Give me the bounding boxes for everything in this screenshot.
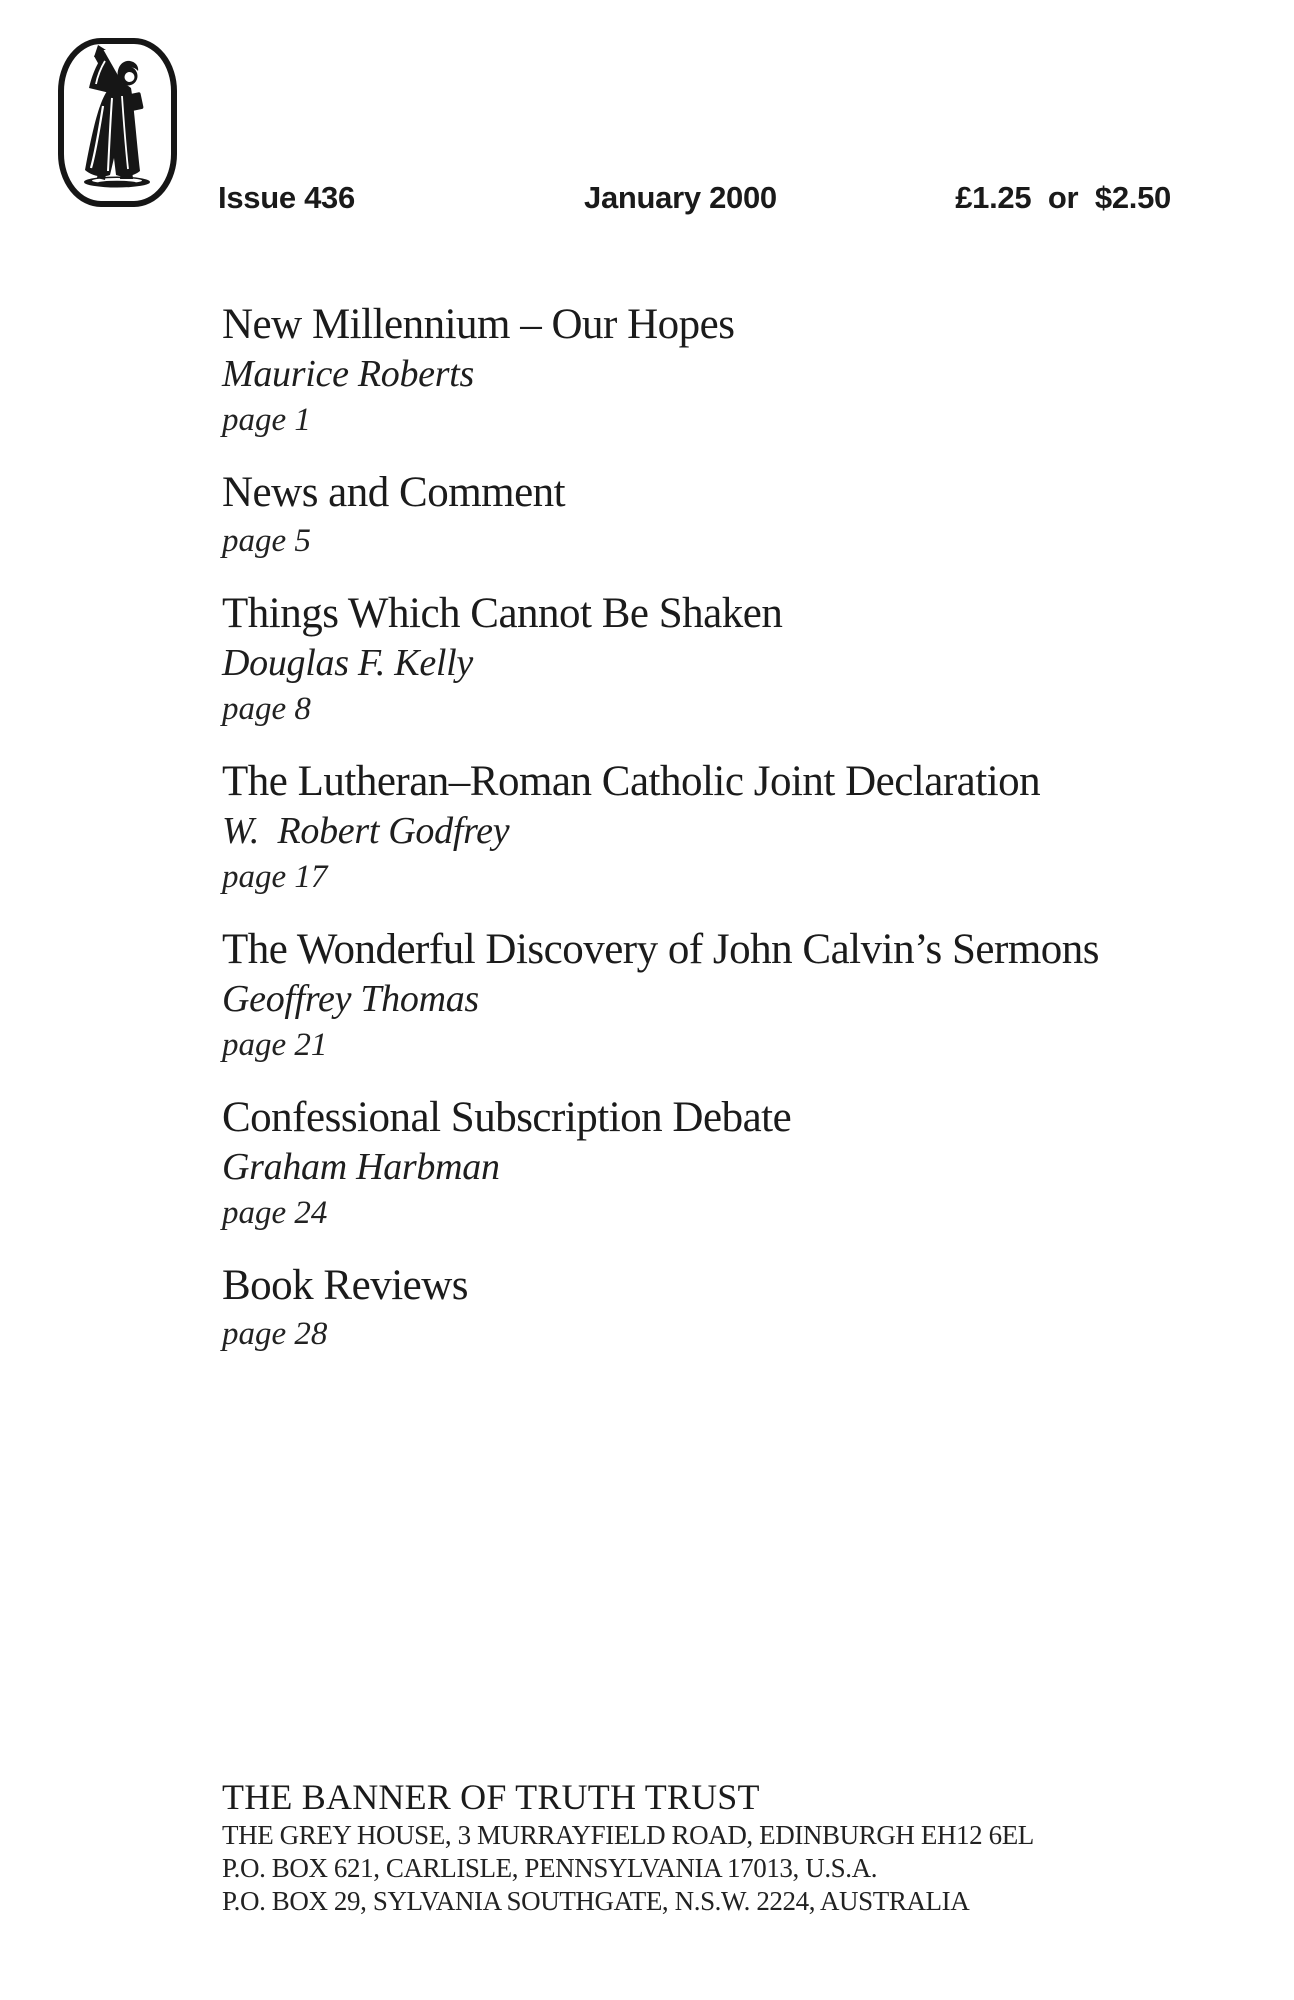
issue-date: January 2000 [584,180,777,215]
article-title: The Wonderful Discovery of John Calvin’s Sermons [222,926,1100,973]
article-page: page 1 [222,402,311,438]
publisher-name: THE BANNER OF TRUTH TRUST [222,1777,760,1817]
article-page: page 8 [222,691,311,727]
toc-entry [222,1092,1182,1236]
publisher-block [222,1776,1222,1918]
article-page: page 5 [222,523,311,559]
article-title: News and Comment [222,469,566,516]
publisher-address-uk: THE GREY HOUSE, 3 MURRAYFIELD ROAD, EDINBURGH EH12 6EL [222,1820,1034,1850]
article-author: W. Robert Godfrey [222,810,510,852]
issue-number: Issue 436 [218,180,355,215]
article-title: Confessional Subscription Debate [222,1094,792,1141]
article-author: Geoffrey Thomas [222,978,479,1020]
toc-entry [222,588,1182,732]
issue-price: £1.25 or $2.50 [955,180,1171,215]
toc-entry [222,756,1182,900]
toc-entry [222,467,1182,564]
article-page: page 21 [222,1027,328,1063]
article-page: page 17 [222,859,328,895]
article-title: The Lutheran–Roman Catholic Joint Declaration [222,758,1041,805]
toc-entry [222,924,1182,1068]
publisher-address-australia: P.O. BOX 29, SYLVANIA SOUTHGATE, N.S.W. 2224, AUSTRALIA [222,1886,970,1916]
article-title: Things Which Cannot Be Shaken [222,590,783,637]
article-title: Book Reviews [222,1262,469,1309]
article-title: New Millennium – Our Hopes [222,301,735,348]
issue-header [0,181,1294,215]
toc-entry [222,1260,1182,1357]
article-page: page 24 [222,1195,328,1231]
article-page: page 28 [222,1316,328,1352]
toc-entry [222,299,1182,443]
article-author: Graham Harbman [222,1146,500,1188]
table-of-contents [222,299,1182,1381]
article-author: Douglas F. Kelly [222,642,473,684]
publisher-address-usa: P.O. BOX 621, CARLISLE, PENNSYLVANIA 17013, U.S.A. [222,1853,878,1883]
article-author: Maurice Roberts [222,353,474,395]
